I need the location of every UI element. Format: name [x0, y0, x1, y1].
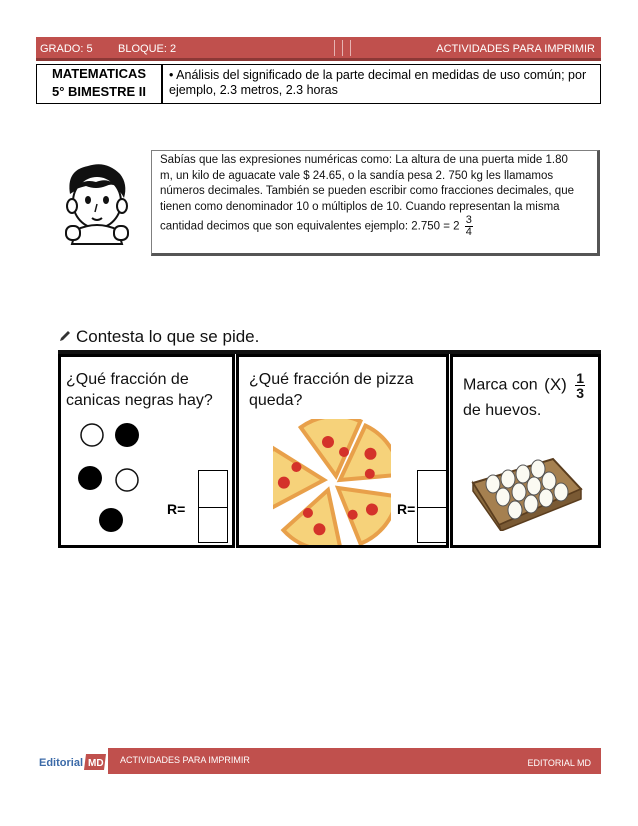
svg-text:MD: MD — [88, 758, 104, 769]
fraction-denominator: 3 — [576, 385, 585, 401]
topic-description: • Análisis del significado de la parte decimal en medidas de uso común; por ejemplo, 2.3 metros, 2.3 horas — [169, 68, 587, 97]
header-divider — [350, 40, 351, 56]
svg-text:Editorial: Editorial — [39, 757, 84, 769]
header-title: ACTIVIDADES PARA IMPRIMIR — [436, 43, 595, 55]
marble-dots — [75, 417, 145, 537]
instruction-heading — [58, 327, 259, 347]
header-divider — [342, 40, 343, 56]
question-text-wrap — [463, 371, 599, 421]
pizza-slices — [273, 419, 391, 545]
egg — [516, 465, 530, 483]
subject-name: MATEMATICAS — [51, 66, 147, 81]
fraction-numerator: 3 — [465, 214, 472, 226]
info-example-text: cantidad decimos que son equivalentes ejemplo: 2.750 = 2 — [160, 220, 460, 233]
question-fraction — [575, 371, 585, 400]
answer-numerator-box[interactable] — [199, 471, 227, 508]
editorial-logo-graphic — [36, 746, 108, 776]
question-text: de huevos. — [463, 402, 542, 419]
egg — [501, 470, 515, 488]
info-line: Sabías que las expresiones numéricas como: La altura de una puerta mide 1.80 — [160, 154, 568, 166]
egg — [524, 495, 538, 513]
boy-illustration — [62, 160, 132, 246]
question-text: ¿Qué fracción de canicas negras hay? — [66, 371, 213, 409]
egg — [496, 488, 510, 506]
instruction-text: Contesta lo que se pide. — [76, 327, 260, 346]
subject-cell — [37, 65, 163, 103]
question-text: ¿Qué fracción de pizza queda? — [249, 371, 414, 409]
question-panel-pizza — [236, 354, 449, 548]
info-box — [151, 150, 600, 256]
question-panel-eggs — [450, 354, 601, 548]
footer-left-text: ACTIVIDADES PARA IMPRIMIR — [120, 755, 250, 765]
fraction-numerator: 1 — [576, 370, 585, 386]
black-marble — [115, 423, 139, 447]
info-line: tienen como denominador 10 o múltiplos de 10. Cuando representan la misma — [160, 200, 560, 213]
answer-label: R= — [167, 501, 186, 517]
egg — [508, 501, 522, 519]
question-panel-marbles — [58, 354, 235, 548]
header-divider — [334, 40, 335, 56]
black-marble — [78, 466, 102, 490]
egg — [542, 472, 556, 490]
egg — [527, 477, 541, 495]
header-bloque: BLOQUE: 2 — [118, 43, 177, 55]
egg — [512, 483, 526, 501]
pencil-icon — [58, 329, 72, 343]
egg — [539, 489, 553, 507]
answer-numerator-box[interactable] — [418, 471, 446, 508]
example-fraction — [465, 215, 473, 238]
info-line: números decimales. También se pueden escribir como fracciones decimales, que — [160, 185, 574, 197]
black-marble — [99, 508, 123, 532]
header-grado: GRADO: 5 — [40, 43, 93, 55]
egg — [531, 460, 545, 478]
page-footer — [36, 748, 601, 774]
fraction-denominator: 4 — [465, 226, 472, 238]
editorial-logo — [36, 746, 108, 776]
mark-symbol: (X) — [544, 374, 567, 394]
egg — [554, 483, 568, 501]
subject-period: 5° BIMESTRE II — [51, 84, 147, 99]
egg-carton[interactable] — [469, 453, 585, 531]
info-line: m, un kilo de aguacate vale $ 24.65, o la sandía pesa 2. 750 kg les llamamos — [160, 169, 554, 182]
answer-fraction-box[interactable] — [417, 470, 447, 543]
answer-fraction-box[interactable] — [198, 470, 228, 543]
question-text: Marca con — [463, 376, 538, 394]
white-marble — [81, 424, 103, 446]
info-line-example — [160, 215, 593, 238]
topic-table — [36, 64, 601, 104]
footer-right-text: EDITORIAL MD — [527, 758, 591, 768]
answer-label: R= — [397, 501, 416, 517]
white-marble — [116, 469, 138, 491]
page-header — [36, 37, 601, 61]
